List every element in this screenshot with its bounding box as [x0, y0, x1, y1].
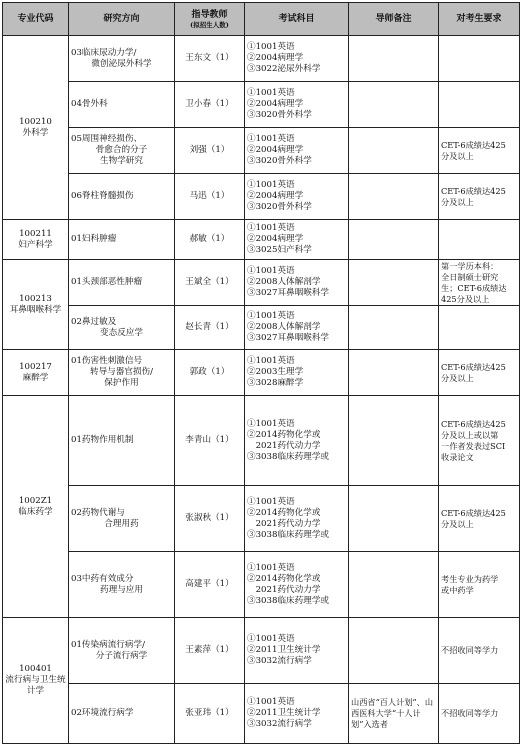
direction-line: 01伤害性刺激信号: [71, 356, 143, 366]
program-table: [2, 2, 520, 744]
tutor-note: [349, 174, 439, 220]
major-code: 1002Z1: [18, 495, 53, 506]
exam-line: ①1001英语: [247, 134, 295, 144]
exam-line: ③3027耳鼻咽喉科学: [247, 333, 330, 343]
tutor-note: [349, 82, 439, 128]
header-tutor-sub: (拟招生人数): [190, 20, 229, 29]
exam-line: ①1001英语: [247, 88, 295, 98]
applicant-requirement: [439, 486, 520, 552]
direction-line: 05周围神经损伤、: [71, 134, 143, 144]
table-row: [3, 174, 520, 220]
research-direction: [69, 552, 175, 618]
requirement-line: 分及以上: [441, 150, 474, 161]
tutor-name: 王斌全（1）: [175, 260, 245, 306]
table-row: [3, 486, 520, 552]
tutor-note: [349, 128, 439, 174]
applicant-requirement: [439, 306, 520, 350]
direction-line: 合理用药: [104, 518, 139, 529]
exam-line: 2021药代动力学: [247, 440, 321, 451]
tutor-note: [349, 260, 439, 306]
exam-subjects: [245, 486, 349, 552]
exam-line: ③3020骨外科学: [247, 156, 312, 166]
table-row: [3, 128, 520, 174]
header-row: [3, 3, 520, 36]
research-direction: [69, 128, 175, 174]
exam-subjects: [245, 618, 349, 684]
major-cell: [3, 36, 69, 220]
exam-line: 2021药代动力学: [247, 518, 321, 529]
exam-line: ③3020骨外科学: [247, 110, 312, 120]
major-code: 100211: [19, 228, 52, 239]
exam-line: ②2004病理学: [247, 145, 304, 155]
tutor-name: 马迅（1）: [175, 174, 245, 220]
exam-subjects: [245, 396, 349, 486]
research-direction: [69, 684, 175, 744]
direction-line: 变态反应学: [100, 327, 143, 338]
tutor-note: [349, 220, 439, 260]
direction-line: 保护作用: [104, 378, 139, 388]
major-code: 100217: [19, 361, 52, 372]
tutor-note: [349, 552, 439, 618]
major-cell: [3, 618, 69, 744]
requirement-line: CET-6成绩达425: [441, 185, 506, 196]
direction-line: 微创泌尿外科学: [91, 58, 152, 69]
table-row: [3, 306, 520, 350]
tutor-name: 郝敏（1）: [175, 220, 245, 260]
research-direction: [69, 36, 175, 82]
requirement-line: 一作者发表过SCI: [441, 440, 506, 451]
requirement-line: 425分及以上: [441, 293, 490, 304]
direction-line: 分子流行病学: [95, 650, 148, 661]
exam-subjects: [245, 684, 349, 744]
tutor-name: 张亚玮（1）: [175, 684, 245, 744]
exam-line: ②2004病理学: [247, 53, 304, 63]
requirement-line: 第一学历本科：: [441, 260, 499, 271]
tutor-name: 刘强（1）: [175, 128, 245, 174]
exam-line: ③3038临床药理学或: [247, 451, 330, 462]
requirement-line: 生；CET-6成绩达: [441, 282, 507, 293]
exam-subjects: [245, 552, 349, 618]
applicant-requirement: [439, 260, 520, 306]
tutor-note: [349, 36, 439, 82]
applicant-requirement: [439, 174, 520, 220]
major-cell: [3, 350, 69, 396]
table-row: [3, 350, 520, 396]
research-direction: [69, 306, 175, 350]
tutor-name: 王东文（1）: [175, 36, 245, 82]
tutor-name: 张淑秋（1）: [175, 486, 245, 552]
major-name: 妇产科学: [18, 239, 53, 250]
table-row: [3, 552, 520, 618]
header-tutor-label: 指导教师: [191, 9, 228, 20]
research-direction: [69, 260, 175, 306]
exam-line: ②2004病理学: [247, 234, 304, 244]
major-name: 麻醉学: [22, 372, 49, 383]
major-code: 100213: [19, 293, 52, 304]
exam-line: ③3027耳鼻咽喉科学: [247, 288, 330, 298]
applicant-requirement: [439, 36, 520, 82]
header-requirement: 对考生要求: [439, 3, 520, 36]
table-row: [3, 396, 520, 486]
exam-line: ③3038临床药理学或: [247, 595, 330, 606]
direction-line: 转导与器官损伤/: [89, 367, 154, 377]
requirement-line: CET-6成绩达425: [441, 507, 506, 518]
tutor-name: 赵长青（1）: [175, 306, 245, 350]
major-cell: [3, 260, 69, 350]
exam-line: ③3032流行病学: [247, 719, 312, 729]
header-tutor: [175, 3, 245, 36]
requirement-line: CET-6成绩达425: [441, 139, 506, 150]
exam-line: ③3025妇产科学: [247, 245, 312, 255]
major-cell: [3, 220, 69, 260]
exam-line: ②2003生理学: [247, 367, 304, 377]
research-direction: [69, 82, 175, 128]
exam-line: ②2014药物化学或: [247, 507, 321, 518]
table-row: [3, 618, 520, 684]
requirement-line: CET-6成绩达425: [441, 418, 506, 429]
applicant-requirement: [439, 128, 520, 174]
exam-line: ②2004病理学: [247, 99, 304, 109]
tutor-name: 李青山（1）: [175, 396, 245, 486]
research-direction: [69, 486, 175, 552]
header-exam: 考试科目: [245, 3, 349, 36]
table-row: [3, 36, 520, 82]
exam-line: ③3020骨外科学: [247, 202, 312, 212]
major-name: 流行病与卫生统计学: [5, 675, 66, 696]
exam-subjects: [245, 82, 349, 128]
exam-subjects: [245, 174, 349, 220]
requirement-line: 分及以上: [441, 518, 474, 529]
exam-subjects: [245, 128, 349, 174]
tutor-name: 高建平（1）: [175, 552, 245, 618]
major-name: 临床药学: [18, 506, 53, 517]
table-row: [3, 220, 520, 260]
research-direction: [69, 396, 175, 486]
exam-line: ①1001英语: [247, 311, 295, 321]
applicant-requirement: [439, 220, 520, 260]
exam-subjects: [245, 36, 349, 82]
requirement-line: 分及以上或以第: [441, 429, 499, 440]
header-note: 导师备注: [349, 3, 439, 36]
table-row: [3, 684, 520, 744]
exam-line: ②2014药物化学或: [247, 429, 321, 440]
exam-line: ②2014药物化学或: [247, 573, 321, 584]
header-direction: 研究方向: [69, 3, 175, 36]
requirement-line: 分及以上: [441, 372, 474, 383]
exam-line: ①1001英语: [247, 697, 295, 707]
requirement-line: CET-6成绩达425: [441, 361, 506, 372]
exam-line: ①1001英语: [247, 223, 295, 233]
direction-line: 03临床尿动力学/: [71, 47, 137, 58]
direction-line: 01妇科肿瘤: [71, 234, 117, 244]
exam-subjects: [245, 220, 349, 260]
requirement-line: 不招收同等学力: [441, 645, 499, 655]
major-cell: [3, 396, 69, 618]
applicant-requirement: [439, 350, 520, 396]
research-direction: [69, 618, 175, 684]
applicant-requirement: [439, 684, 520, 744]
exam-line: ①1001英语: [247, 562, 295, 573]
exam-line: ③3028麻醉学: [247, 378, 304, 388]
research-direction: [69, 350, 175, 396]
exam-line: ③3032流行病学: [247, 656, 312, 666]
exam-line: ③3022泌尿外科学: [247, 64, 321, 74]
requirement-line: 分及以上: [441, 196, 474, 207]
exam-line: ①1001英语: [247, 356, 295, 366]
direction-line: 01头颈部恶性肿瘤: [71, 277, 143, 287]
tutor-note: 山西省“百人计划”、山西医科大学“十人计划”入选者: [349, 684, 439, 744]
exam-subjects: [245, 306, 349, 350]
exam-subjects: [245, 260, 349, 306]
exam-line: ②2008人体解剖学: [247, 322, 321, 332]
direction-line: 04骨外科: [71, 99, 108, 109]
direction-line: 药理与应用: [100, 584, 143, 595]
exam-line: ②2008人体解剖学: [247, 277, 321, 287]
exam-line: ①1001英语: [247, 634, 295, 644]
applicant-requirement: [439, 82, 520, 128]
exam-line: ②2011卫生统计学: [247, 645, 321, 655]
direction-line: 06脊柱脊髓损伤: [71, 191, 134, 201]
direction-line: 02药物代谢与: [71, 507, 125, 518]
tutor-note: [349, 618, 439, 684]
table-row: [3, 82, 520, 128]
major-code: 100401: [19, 664, 52, 674]
direction-line: 03中药有效成分: [71, 573, 134, 584]
tutor-name: 卫小春（1）: [175, 82, 245, 128]
tutor-note: [349, 486, 439, 552]
tutor-note: [349, 306, 439, 350]
direction-line: 02环境流行病学: [71, 708, 134, 718]
major-name: 外科学: [22, 127, 49, 138]
requirement-line: 考生专业为药学: [441, 573, 499, 584]
direction-line: 01药物作用机制: [71, 435, 134, 445]
direction-line: 生物学研究: [100, 156, 143, 166]
table-row: [3, 260, 520, 306]
tutor-name: 郭政（1）: [175, 350, 245, 396]
requirement-line: 全日制硕士研究: [441, 271, 499, 282]
direction-line: 02鼻过敏及: [71, 316, 117, 327]
direction-line: 01传染病流行病学/: [71, 639, 145, 650]
exam-line: ①1001英语: [247, 180, 295, 190]
tutor-note: [349, 350, 439, 396]
exam-line: ①1001英语: [247, 496, 295, 507]
header-code: 专业代码: [3, 3, 69, 36]
tutor-note: [349, 396, 439, 486]
applicant-requirement: [439, 618, 520, 684]
applicant-requirement: [439, 396, 520, 486]
exam-line: ①1001英语: [247, 266, 295, 276]
requirement-line: 收录论文: [441, 451, 474, 462]
exam-subjects: [245, 350, 349, 396]
research-direction: [69, 174, 175, 220]
applicant-requirement: [439, 552, 520, 618]
exam-line: ②2004病理学: [247, 191, 304, 201]
exam-line: ①1001英语: [247, 42, 295, 52]
exam-line: ②2011卫生统计学: [247, 708, 321, 718]
exam-line: ①1001英语: [247, 418, 295, 429]
requirement-line: 不招收同等学力: [441, 708, 499, 718]
tutor-name: 王素萍（1）: [175, 618, 245, 684]
requirement-line: 或中药学: [441, 584, 474, 595]
direction-line: 骨愈合的分子: [95, 145, 148, 155]
major-name: 耳鼻咽喉科学: [9, 304, 62, 315]
exam-line: ③3038临床药理学或: [247, 529, 330, 540]
major-code: 100210: [19, 116, 52, 127]
research-direction: [69, 220, 175, 260]
exam-line: 2021药代动力学: [247, 584, 321, 595]
